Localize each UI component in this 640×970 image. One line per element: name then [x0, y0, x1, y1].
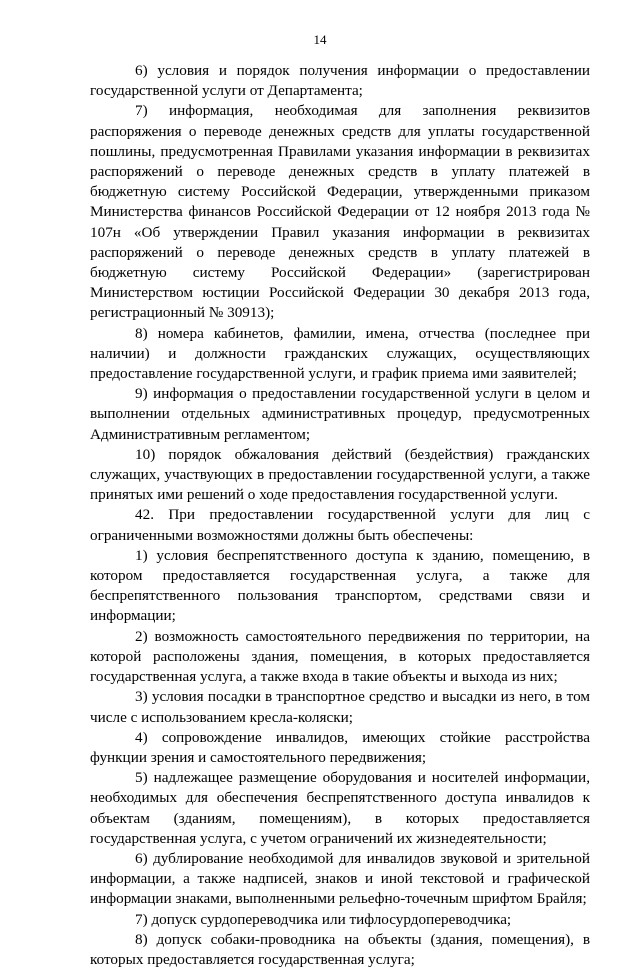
- paragraph-item-8-office-numbers: 8) номера кабинетов, фамилии, имена, отчества (последнее при наличии) и должности гражданских служащих, осуществляющих предоставление государственной услуги, и график приема ими заявителей;: [90, 324, 590, 383]
- paragraph-item-6-duplication: 6) дублирование необходимой для инвалидов звуковой и зрительной информации, а также надписей, знаков и иной текстовой и графической информации знаками, выполненными рельефно-точечным шрифтом Брайля;: [90, 849, 590, 908]
- paragraph-item-9-service-info: 9) информация о предоставлении государственной услуги в целом и выполнении отдельных административных процедур, предусмотренных Административным регламентом;: [90, 385, 590, 443]
- document-body: [90, 61, 590, 970]
- paragraph-item-7-payment-details: 7) информация, необходимая для заполнения реквизитов распоряжения о переводе денежных средств для уплаты государственной пошлины, предусмотренная Правилами указания информации в реквизитах распоряжений о переводе денежных средств в уплату платежей в бюджетную систему Российской Федерации, утвержденными приказом Министерства финансов Российской Федерации от 12 ноября 2013 года № 107н «Об утверждении Правил указания информации в реквизитах распоряжений о переводе денежных средств в уплату платежей в бюджетную систему Российской Федерации» (зарегистрирован Министерством юстиции Российской Федерации 30 декабря 2013 года, регистрационный № 30913);: [90, 102, 590, 322]
- paragraph-item-6-info-procedure: 6) условия и порядок получения информации о предоставлении государственной услуги от Департамента;: [90, 62, 590, 100]
- paragraph-section-42: 42. При предоставлении государственной услуги для лиц с ограниченными возможностями должны быть обеспечены:: [90, 506, 590, 544]
- page-number: 14: [313, 32, 327, 47]
- paragraph-item-7-sign-interpreter: 7) допуск сурдопереводчика или тифлосурдопереводчика;: [135, 910, 512, 928]
- paragraph-item-1-access-conditions: 1) условия беспрепятственного доступа к зданию, помещению, в котором предоставляется государственная услуга, а также для беспрепятственного пользования транспортом, средствами связи и информации;: [90, 546, 590, 625]
- paragraph-item-8-guide-dog: 8) допуск собаки-проводника на объекты (здания, помещения), в которых предоставляется государственная услуга;: [90, 930, 590, 968]
- paragraph-item-3-boarding: 3) условия посадки в транспортное средство и высадки из него, в том числе с использованием кресла-коляски;: [90, 688, 590, 726]
- paragraph-item-2-independent-movement: 2) возможность самостоятельного передвижения по территории, на которой расположены здания, помещения, в которых предоставляется государственная услуга, а также входа в такие объекты и выхода из них;: [90, 627, 590, 686]
- paragraph-item-10-appeal-procedure: 10) порядок обжалования действий (бездействия) гражданских служащих, участвующих в предоставлении государственной услуги, а также принятых ими решений о ходе предоставления государственной услуги.: [90, 445, 590, 504]
- paragraph-item-4-escort: 4) сопровождение инвалидов, имеющих стойкие расстройства функции зрения и самостоятельного передвижения;: [90, 728, 590, 766]
- paragraph-item-5-equipment-placement: 5) надлежащее размещение оборудования и носителей информации, необходимых для обеспечения беспрепятственного доступа инвалидов к объектам (зданиям, помещениям), в которых предоставляется государственная услуга, с учетом ограничений их жизнедеятельности;: [90, 769, 590, 847]
